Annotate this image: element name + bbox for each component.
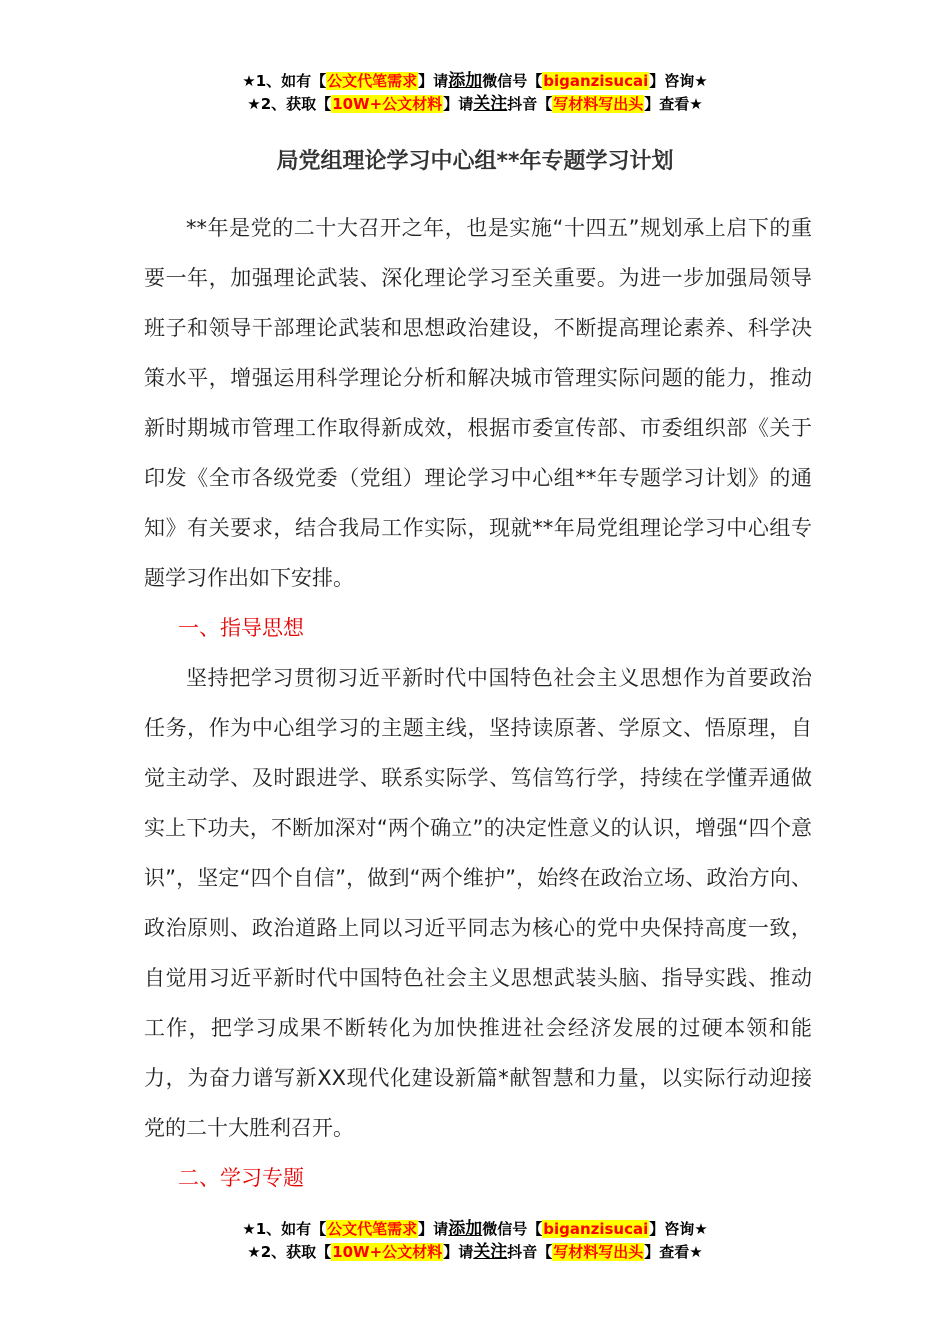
banner-line-1 bbox=[0, 70, 950, 93]
banner-text: ★1、如有【 bbox=[242, 72, 327, 90]
banner-text: 】请 bbox=[443, 1243, 474, 1261]
banner-highlight-douyin: 写材料写出头 bbox=[553, 95, 644, 113]
header-banner bbox=[0, 70, 950, 116]
banner-underlined-text: 添加 bbox=[448, 1219, 483, 1239]
banner-line-1 bbox=[0, 1218, 950, 1241]
banner-underlined-text: 添加 bbox=[448, 71, 483, 91]
banner-text: 】请 bbox=[418, 1220, 449, 1238]
banner-text: 抖音【 bbox=[507, 1243, 553, 1261]
banner-text: 】请 bbox=[443, 95, 474, 113]
section-heading-study-topics: 二、学习专题 bbox=[178, 1166, 304, 1190]
banner-text: ★2、获取【 bbox=[247, 1243, 332, 1261]
banner-highlight-wechat-id: biganzisucai bbox=[543, 72, 649, 90]
banner-highlight-service: 公文代笔需求 bbox=[327, 72, 418, 90]
banner-highlight-douyin: 写材料写出头 bbox=[553, 1243, 644, 1261]
banner-text: 】查看★ bbox=[644, 95, 703, 113]
banner-line-2 bbox=[0, 93, 950, 116]
banner-text: 】请 bbox=[418, 72, 449, 90]
banner-line-2 bbox=[0, 1241, 950, 1264]
banner-highlight-materials: 10W+公文材料 bbox=[332, 95, 443, 113]
banner-text: 】查看★ bbox=[644, 1243, 703, 1261]
footer-banner bbox=[0, 1218, 950, 1264]
banner-underlined-text: 关注 bbox=[473, 94, 508, 114]
banner-text: 抖音【 bbox=[507, 95, 553, 113]
banner-text: 微信号【 bbox=[482, 72, 543, 90]
guiding-thought-paragraph: 坚持把学习贯彻习近平新时代中国特色社会主义思想作为首要政治任务，作为中心组学习的主题主线，坚持读原著、学原文、悟原理，自觉主动学、及时跟进学、联系实际学、笃信笃行学，持续在学懂弄通做实上下功夫，不断加深对“两个确立”的决定性意义的认识，增强“四个意识”，坚定“四个自信”，做到“两个维护”，始终在政治立场、政治方向、政治原则、政治道路上同以习近平同志为核心的党中央保持高度一致，自觉用习近平新时代中国特色社会主义思想武装头脑、指导实践、推动工作，把学习成果不断转化为加快推进社会经济发展的过硬本领和能力，为奋力谱写新XX现代化建设新篇*献智慧和力量，以实际行动迎接党的二十大胜利召开。 bbox=[144, 666, 812, 1140]
document-body bbox=[144, 203, 812, 1203]
banner-text: 微信号【 bbox=[482, 1220, 543, 1238]
banner-highlight-service: 公文代笔需求 bbox=[327, 1220, 418, 1238]
banner-underlined-text: 关注 bbox=[473, 1242, 508, 1262]
section-heading-guiding-thought: 一、指导思想 bbox=[178, 616, 304, 640]
banner-text: 】咨询★ bbox=[649, 1220, 708, 1238]
banner-text: 】咨询★ bbox=[649, 72, 708, 90]
banner-text: ★1、如有【 bbox=[242, 1220, 327, 1238]
banner-highlight-wechat-id: biganzisucai bbox=[543, 1220, 649, 1238]
banner-text: ★2、获取【 bbox=[247, 95, 332, 113]
document-title: 局党组理论学习中心组**年专题学习计划 bbox=[276, 149, 674, 174]
intro-paragraph: **年是党的二十大召开之年，也是实施“十四五”规划承上启下的重要一年，加强理论武装、深化理论学习至关重要。为进一步加强局领导班子和领导干部理论武装和思想政治建设，不断提高理论素养、科学决策水平，增强运用科学理论分析和解决城市管理实际问题的能力，推动新时期城市管理工作取得新成效，根据市委宣传部、市委组织部《关于印发《全市各级党委（党组）理论学习中心组**年专题学习计划》的通知》有关要求，结合我局工作实际，现就**年局党组理论学习中心组专题学习作出如下安排。 bbox=[144, 216, 812, 590]
banner-highlight-materials: 10W+公文材料 bbox=[332, 1243, 443, 1261]
